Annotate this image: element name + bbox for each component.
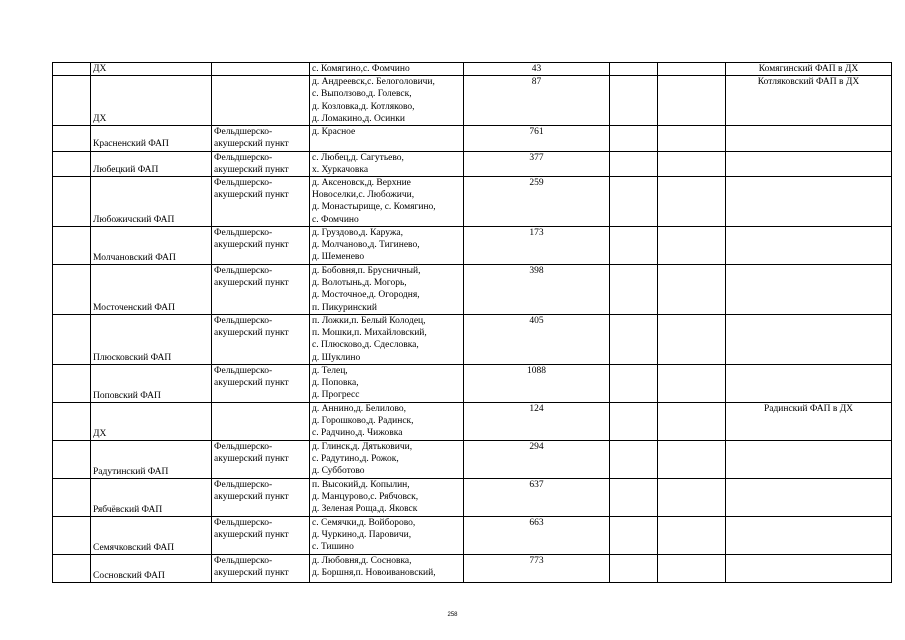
- table-row: [53, 151, 892, 176]
- villages-cell: с. Любец,д. Сагутьево, х. Хуркачовка: [310, 151, 464, 176]
- note-cell: Радинский ФАП в ДХ: [726, 403, 892, 441]
- facilities-table: [52, 62, 892, 583]
- index-cell: [53, 151, 91, 176]
- population-cell: 87: [464, 76, 610, 126]
- index-cell: [53, 517, 91, 555]
- facility-type-cell: [212, 63, 310, 76]
- population-cell: 1088: [464, 365, 610, 403]
- facility-name-cell: Любецкий ФАП: [91, 151, 212, 176]
- index-cell: [53, 365, 91, 403]
- villages-cell: с. Семячки,д. Войборово, д. Чуркино,д. Паровичи, с. Тишино: [310, 517, 464, 555]
- index-cell: [53, 315, 91, 365]
- facility-name-cell: Сосновский ФАП: [91, 555, 212, 583]
- note-cell: [726, 517, 892, 555]
- table-row: [53, 365, 892, 403]
- index-cell: [53, 126, 91, 151]
- population-cell: 663: [464, 517, 610, 555]
- facility-type-cell: Фельдшерско- акушерский пункт: [212, 479, 310, 517]
- empty-cell: [658, 151, 726, 176]
- villages-cell: д. Аннино,д. Белилово, д. Горошково,д. Радинск, с. Радчино,д. Чижовка: [310, 403, 464, 441]
- empty-cell: [658, 63, 726, 76]
- empty-cell: [610, 227, 658, 265]
- facility-type-cell: [212, 76, 310, 126]
- facility-type-cell: Фельдшерско- акушерский пункт: [212, 365, 310, 403]
- index-cell: [53, 555, 91, 583]
- population-cell: 294: [464, 441, 610, 479]
- index-cell: [53, 227, 91, 265]
- table-row: [53, 555, 892, 583]
- empty-cell: [610, 441, 658, 479]
- empty-cell: [610, 517, 658, 555]
- empty-cell: [658, 76, 726, 126]
- population-cell: 377: [464, 151, 610, 176]
- villages-cell: п. Высокий,д. Копылин, д. Манцурово,с. Рябчовск, д. Зеленая Роща,д. Яковск: [310, 479, 464, 517]
- table-row: [53, 265, 892, 315]
- facility-name-cell: Красненский ФАП: [91, 126, 212, 151]
- facility-name-cell: Рябчёвский ФАП: [91, 479, 212, 517]
- empty-cell: [610, 63, 658, 76]
- villages-cell: д. Груздово,д. Каружа, д. Молчаново,д. Тигинево, д. Шеменево: [310, 227, 464, 265]
- population-cell: 259: [464, 177, 610, 227]
- facility-name-cell: Поповский ФАП: [91, 365, 212, 403]
- empty-cell: [610, 365, 658, 403]
- table-body: [53, 63, 892, 583]
- facility-name-cell: Плюсковский ФАП: [91, 315, 212, 365]
- facility-type-cell: [212, 403, 310, 441]
- villages-cell: д. Бобовня,п. Брусничный, д. Волотынь,д. Могорь, д. Мосточное,д. Огородня, п. Пикуринский: [310, 265, 464, 315]
- facility-name-cell: ДХ: [91, 403, 212, 441]
- villages-cell: д. Глинск,д. Дятьковичи, с. Радутино,д. Рожок, д. Субботово: [310, 441, 464, 479]
- population-cell: 773: [464, 555, 610, 583]
- note-cell: [726, 227, 892, 265]
- index-cell: [53, 265, 91, 315]
- villages-cell: п. Ложки,п. Белый Колодец, п. Мошки,п. Михайловский, с. Плюсково,д. Сдесловка, д. Шуклино: [310, 315, 464, 365]
- facility-name-cell: Семячковский ФАП: [91, 517, 212, 555]
- empty-cell: [658, 479, 726, 517]
- facility-name-cell: ДХ: [91, 76, 212, 126]
- empty-cell: [658, 441, 726, 479]
- table-row: [53, 315, 892, 365]
- facility-name-cell: ДХ: [91, 63, 212, 76]
- population-cell: 637: [464, 479, 610, 517]
- villages-cell: д. Андреевск,с. Белоголовичи, с. Выползово,д. Голевск, д. Козловка,д. Котляково, д. Ломакино,д. Осинки: [310, 76, 464, 126]
- table-row: [53, 441, 892, 479]
- population-cell: 761: [464, 126, 610, 151]
- facility-name-cell: Мосточенский ФАП: [91, 265, 212, 315]
- note-cell: [726, 177, 892, 227]
- facility-type-cell: Фельдшерско- акушерский пункт: [212, 315, 310, 365]
- note-cell: [726, 265, 892, 315]
- table-row: [53, 76, 892, 126]
- table-row: [53, 177, 892, 227]
- empty-cell: [610, 479, 658, 517]
- note-cell: [726, 479, 892, 517]
- table-row: [53, 227, 892, 265]
- villages-cell: д. Телец, д. Поповка, д. Прогресс: [310, 365, 464, 403]
- empty-cell: [658, 517, 726, 555]
- table-row: [53, 479, 892, 517]
- empty-cell: [610, 151, 658, 176]
- population-cell: 124: [464, 403, 610, 441]
- empty-cell: [658, 227, 726, 265]
- facility-name-cell: Радутинский ФАП: [91, 441, 212, 479]
- note-cell: Комягинский ФАП в ДХ: [726, 63, 892, 76]
- population-cell: 43: [464, 63, 610, 76]
- empty-cell: [658, 365, 726, 403]
- index-cell: [53, 76, 91, 126]
- population-cell: 173: [464, 227, 610, 265]
- note-cell: [726, 126, 892, 151]
- table-row: [53, 517, 892, 555]
- facility-type-cell: Фельдшерско- акушерский пункт: [212, 151, 310, 176]
- facility-type-cell: Фельдшерско- акушерский пункт: [212, 265, 310, 315]
- table-row: [53, 403, 892, 441]
- facility-type-cell: Фельдшерско- акушерский пункт: [212, 517, 310, 555]
- empty-cell: [658, 403, 726, 441]
- facility-type-cell: Фельдшерско- акушерский пункт: [212, 126, 310, 151]
- index-cell: [53, 63, 91, 76]
- empty-cell: [610, 126, 658, 151]
- empty-cell: [610, 265, 658, 315]
- empty-cell: [658, 265, 726, 315]
- empty-cell: [658, 555, 726, 583]
- index-cell: [53, 479, 91, 517]
- facility-type-cell: Фельдшерско- акушерский пункт: [212, 441, 310, 479]
- note-cell: [726, 315, 892, 365]
- facility-type-cell: Фельдшерско- акушерский пункт: [212, 177, 310, 227]
- facility-type-cell: Фельдшерско- акушерский пункт: [212, 555, 310, 583]
- facility-type-cell: Фельдшерско- акушерский пункт: [212, 227, 310, 265]
- empty-cell: [610, 76, 658, 126]
- villages-cell: д. Любовня,д. Сосновка, д. Боршня,п. Новоивановский,: [310, 555, 464, 583]
- table-row: [53, 126, 892, 151]
- page-number: 258: [447, 612, 458, 618]
- empty-cell: [610, 177, 658, 227]
- note-cell: [726, 365, 892, 403]
- population-cell: 398: [464, 265, 610, 315]
- facility-name-cell: Молчановский ФАП: [91, 227, 212, 265]
- note-cell: Котляковский ФАП в ДХ: [726, 76, 892, 126]
- index-cell: [53, 177, 91, 227]
- facility-name-cell: Любожичский ФАП: [91, 177, 212, 227]
- villages-cell: с. Комягино,с. Фомчино: [310, 63, 464, 76]
- empty-cell: [610, 555, 658, 583]
- note-cell: [726, 555, 892, 583]
- empty-cell: [658, 315, 726, 365]
- empty-cell: [610, 403, 658, 441]
- index-cell: [53, 403, 91, 441]
- population-cell: 405: [464, 315, 610, 365]
- note-cell: [726, 441, 892, 479]
- empty-cell: [658, 177, 726, 227]
- table-row: [53, 63, 892, 76]
- villages-cell: д. Аксеновск,д. Верхние Новоселки,с. Любожичи, д. Монастырище, с. Комягино, с. Фомчино: [310, 177, 464, 227]
- index-cell: [53, 441, 91, 479]
- empty-cell: [610, 315, 658, 365]
- villages-cell: д. Красное: [310, 126, 464, 151]
- note-cell: [726, 151, 892, 176]
- empty-cell: [658, 126, 726, 151]
